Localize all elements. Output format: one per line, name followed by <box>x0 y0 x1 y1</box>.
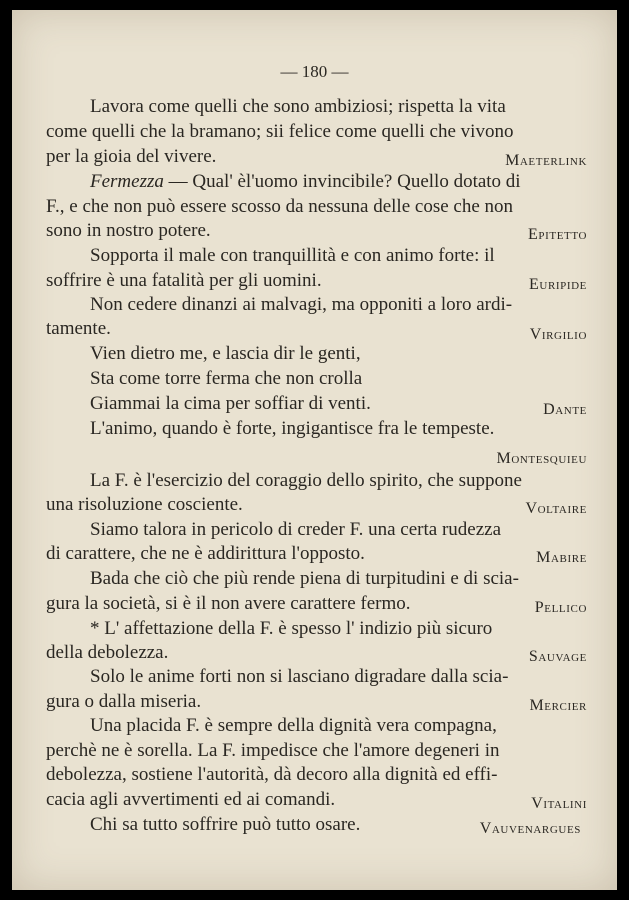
text-line: La F. è l'esercizio del coraggio dello spirito, che suppone <box>90 470 522 491</box>
text-line: gura la società, si è il non avere carattere fermo. <box>46 593 411 614</box>
author-name: Epitetto <box>528 226 587 243</box>
text-line: * L' affettazione della F. è spesso l' indizio più sicuro <box>90 618 493 639</box>
author-name: Dante <box>543 401 587 418</box>
page-number: — 180 — <box>280 62 349 81</box>
text-line: Sopporta il male con tranquillità e con animo forte: il <box>90 245 495 266</box>
text-line: debolezza, sostiene l'autorità, dà decoro alla dignità ed effi- <box>46 764 498 785</box>
verse-line: Giammai la cima per soffiar di venti. <box>90 393 371 414</box>
text-line: come quelli che la bramano; sii felice come quelli che vivono <box>46 121 514 142</box>
text-line: Chi sa tutto soffrire può tutto osare. <box>90 814 361 835</box>
author-name: Montesquieu <box>496 450 587 467</box>
author-name: Vauvenargues <box>479 820 581 837</box>
text-line: tamente. <box>46 318 111 339</box>
text-line: Una placida F. è sempre della dignità vera compagna, <box>90 715 497 736</box>
text-line: L'animo, quando è forte, ingigantisce fra le tempeste. <box>90 418 495 439</box>
author-name: Euripide <box>529 276 587 293</box>
text-line: perchè ne è sorella. La F. impedisce che l'amore degeneri in <box>46 740 500 761</box>
verse-line: Vien dietro me, e lascia dir le genti, <box>90 343 361 364</box>
author-name: Mercier <box>529 697 587 714</box>
text-line: gura o dalla miseria. <box>46 691 202 712</box>
text-line: della debolezza. <box>46 642 169 663</box>
entry-heading: Fermezza <box>90 171 164 192</box>
text-line: F., e che non può essere scosso da nessuna delle cose che non <box>46 196 514 217</box>
text-line-rest: — Qual' èl'uomo invincibile? Quello dotato di <box>163 171 521 192</box>
text-line <box>90 171 521 193</box>
text-line: di carattere, che ne è addirittura l'opposto. <box>46 543 365 564</box>
text-line: una risoluzione cosciente. <box>46 494 243 515</box>
text-line: Lavora come quelli che sono ambiziosi; rispetta la vita <box>90 96 506 117</box>
author-name: Mabire <box>536 549 587 566</box>
text-line: Bada che ciò che più rende piena di turpitudini e di scia- <box>90 568 519 589</box>
author-name: Sauvage <box>528 648 587 665</box>
author-name: Voltaire <box>525 500 587 517</box>
text-line: Solo le anime forti non si lasciano digradare dalla scia- <box>90 666 509 687</box>
verse-line: Sta come torre ferma che non crolla <box>90 368 363 389</box>
text-line: soffrire è una fatalità per gli uomini. <box>46 270 322 291</box>
text-line: sono in nostro potere. <box>46 220 211 241</box>
author-name: Pellico <box>534 599 587 616</box>
text-line: cacia agli avvertimenti ed ai comandi. <box>46 789 336 810</box>
book-page <box>12 10 617 890</box>
author-name: Vitalini <box>531 795 587 812</box>
text-line: Non cedere dinanzi ai malvagi, ma opponiti a loro ardi- <box>90 294 513 315</box>
text-line: Siamo talora in pericolo di creder F. una certa rudezza <box>90 519 502 540</box>
text-line: per la gioia del vivere. <box>46 146 217 167</box>
author-name: Virgilio <box>529 326 587 343</box>
author-name: Maeterlink <box>505 152 587 169</box>
